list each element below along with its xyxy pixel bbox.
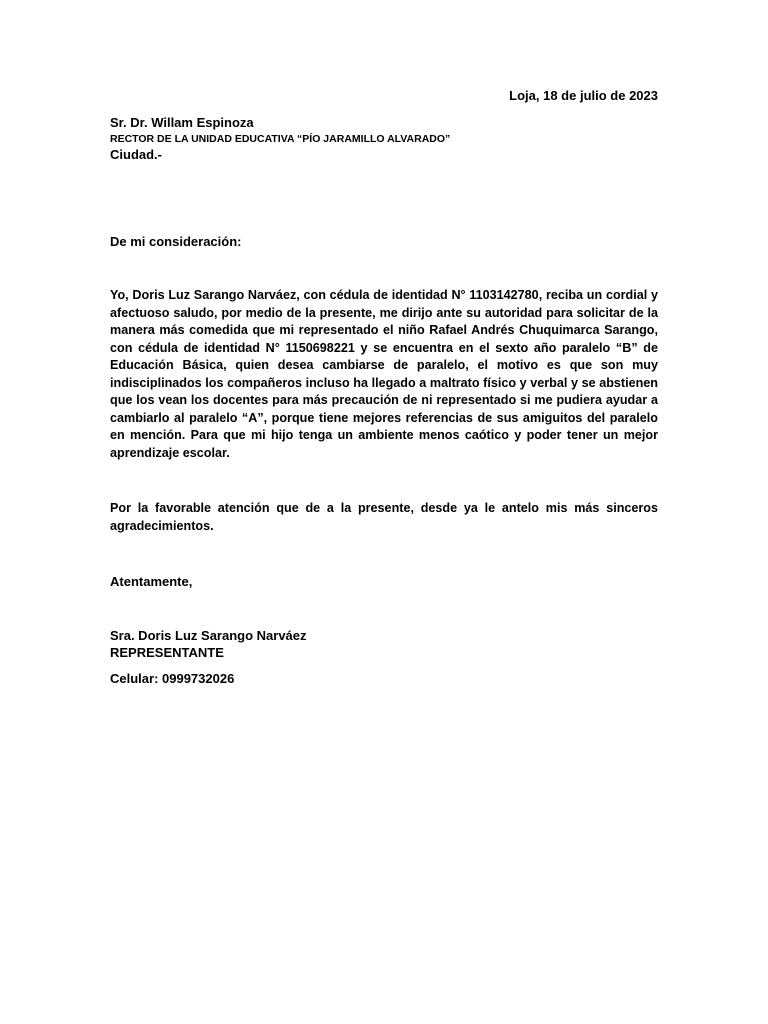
signature-phone: Celular: 0999732026 (110, 671, 235, 686)
signature-role: REPRESENTANTE (110, 645, 224, 660)
date-line: Loja, 18 de julio de 2023 (509, 88, 658, 103)
body-paragraph-request: Yo, Doris Luz Sarango Narváez, con cédula de identidad N° 1103142780, reciba un cordial y afectuoso saludo, por medio de la presente, me dirijo ante su autoridad para solicitar de la manera más comedida que mi representado el niño Rafael Andrés Chuquimarca Sarango, con cédula de identidad N° 1150698221 y se encuentra en el sexto año paralelo “B” de Educación Básica, quien desea cambiarse de paralelo, el motivo es que son muy indisciplinados los compañeros incluso ha llegado a maltrato físico y verbal y se abstienen que los vean los docentes para más precaución de ni representado si me pudiera ayudar a cambiarlo al paralelo “A”, porque tiene mejores referencias de sus amiguitos del paralelo en mención. Para que mi hijo tenga un ambiente menos caótico y poder tener un mejor aprendizaje escolar. (110, 288, 658, 460)
signature-name: Sra. Doris Luz Sarango Narváez (110, 628, 307, 643)
recipient-name: Sr. Dr. Willam Espinoza (110, 115, 254, 130)
closing: Atentamente, (110, 574, 193, 589)
body-paragraph-thanks: Por la favorable atención que de a la presente, desde ya le antelo mis más sinceros agradecimientos. (110, 501, 658, 533)
greeting: De mi consideración: (110, 234, 242, 249)
recipient-title: RECTOR DE LA UNIDAD EDUCATIVA “PÍO JARAMILLO ALVARADO” (110, 133, 451, 145)
recipient-city: Ciudad.- (110, 147, 162, 162)
